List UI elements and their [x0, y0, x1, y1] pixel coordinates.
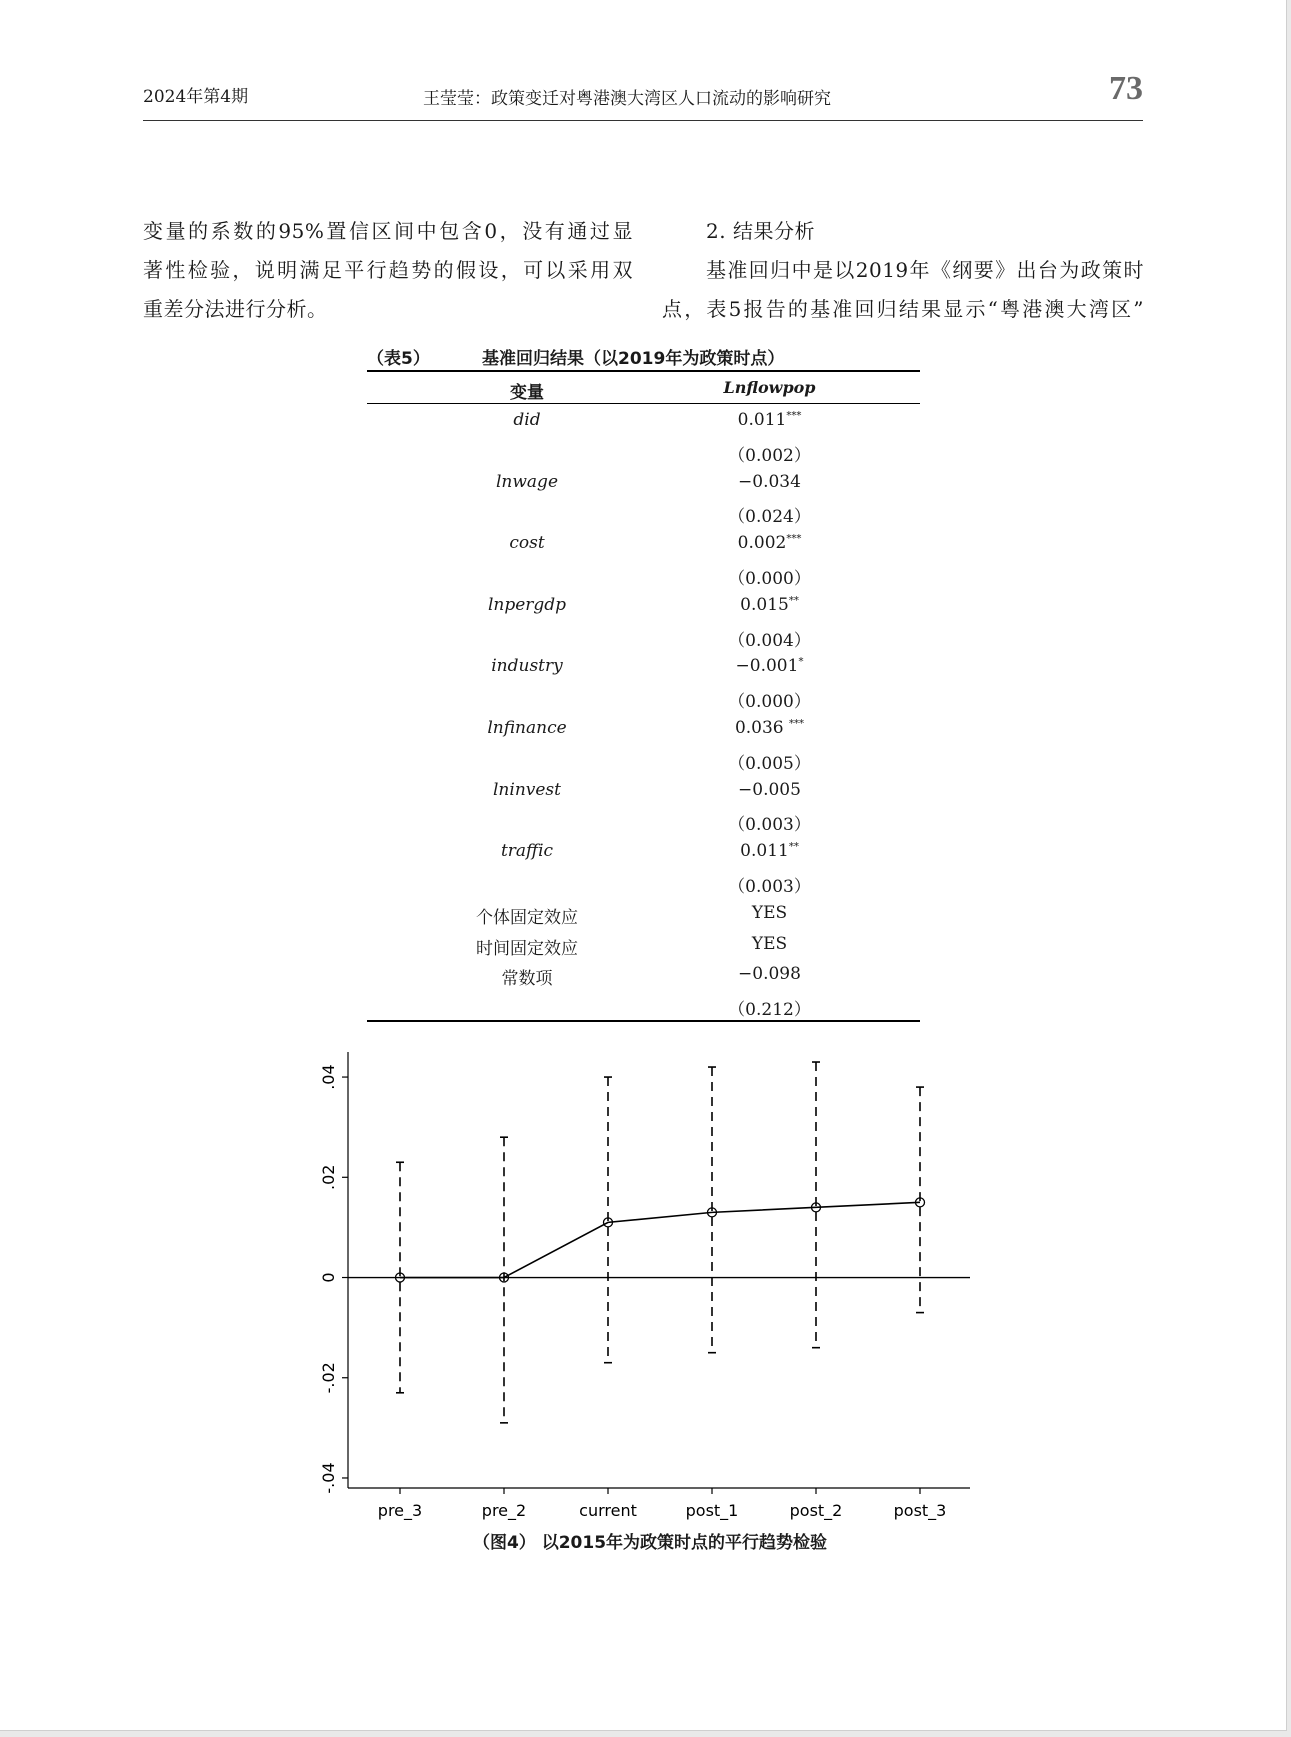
coefficient-value: （0.000） [728, 692, 811, 713]
coefficient-cell [687, 964, 852, 984]
variable-name-cell: 常数项 [501, 969, 553, 990]
page-number: 73 [1109, 70, 1143, 107]
table-row [367, 589, 920, 620]
body-line: 著性检验，说明满足平行趋势的假设，可以采用双 [143, 258, 633, 282]
figure-caption: （图4） 以2015年为政策时点的平行趋势检验 [472, 1533, 828, 1553]
variable-name-cell: lninvest [493, 779, 561, 800]
y-tick-label: 0 [319, 1272, 338, 1283]
variable-name-cell: lnwage [495, 471, 558, 492]
coefficient-cell [687, 656, 852, 676]
variable-name-cell: lnpergdp [487, 594, 567, 615]
coefficient-cell [687, 441, 852, 466]
table-row [367, 712, 920, 743]
coefficient-value: −0.005 [738, 779, 801, 800]
running-header [143, 70, 1143, 121]
table-title [367, 344, 927, 369]
table-row [367, 928, 920, 959]
coefficient-cell [687, 995, 852, 1020]
body-line: 变量的系数的95%置信区间中包含0，没有通过显 [143, 219, 633, 243]
significance-stars: *** [786, 410, 802, 422]
table-row [367, 804, 920, 835]
x-tick-label: post_2 [789, 1501, 843, 1520]
x-tick-label: post_1 [685, 1501, 739, 1520]
coefficient-value: 0.002 [737, 533, 787, 554]
variable-name-cell: 时间固定效应 [476, 938, 578, 959]
table-row [367, 743, 920, 774]
coefficient-cell [687, 810, 852, 835]
variable-name-cell: lnfinance [487, 717, 567, 738]
coefficient-cell [687, 533, 852, 553]
y-tick-label: -.04 [319, 1462, 338, 1494]
x-tick-label: pre_3 [377, 1501, 423, 1520]
estimate-line [400, 1202, 920, 1277]
variable-name-cell: 个体固定效应 [476, 907, 578, 928]
coefficient-value: YES [751, 933, 788, 954]
coefficient-value: 0.036 [734, 717, 790, 738]
coefficient-cell [687, 410, 852, 430]
coefficient-value: （0.212） [728, 1000, 811, 1021]
coefficient-value: （0.000） [728, 568, 811, 589]
table-row [367, 774, 920, 805]
significance-stars: * [798, 656, 804, 668]
coefficient-value: （0.003） [728, 876, 811, 897]
coefficient-cell [687, 595, 852, 615]
significance-stars: ** [788, 841, 799, 853]
coefficient-value: −0.034 [738, 471, 801, 492]
x-tick-label: post_3 [893, 1501, 947, 1520]
column-header-variable: 变量 [510, 383, 544, 403]
coefficient-cell [687, 687, 852, 712]
y-tick-label: .04 [319, 1064, 338, 1090]
x-tick-label: current [579, 1501, 637, 1520]
table-row [367, 527, 920, 558]
coefficient-value: （0.002） [728, 445, 811, 466]
coefficient-cell [687, 472, 852, 492]
coefficient-cell [687, 780, 852, 800]
section-heading: 2. 结果分析 [706, 219, 815, 243]
coefficient-value: 0.011 [740, 841, 789, 862]
y-tick-label: -.02 [319, 1362, 338, 1394]
table-row [367, 496, 920, 527]
coefficient-cell [687, 903, 852, 923]
left-column-text [143, 212, 633, 329]
table-row [367, 404, 920, 435]
body-line: 基准回归中是以2019年《纲要》出台为政策时 [706, 258, 1144, 282]
table-body [367, 404, 920, 1020]
coefficient-cell [687, 564, 852, 589]
variable-name-cell: industry [491, 656, 563, 677]
body-line: 重差分法进行分析。 [143, 297, 328, 321]
variable-name-cell: traffic [500, 841, 554, 862]
table-row [367, 435, 920, 466]
coefficient-value: 0.015 [740, 594, 789, 615]
coefficient-cell [687, 841, 852, 861]
y-tick-label: .02 [319, 1164, 338, 1191]
table-row [367, 620, 920, 651]
significance-stars: ** [788, 595, 799, 607]
right-column-text [662, 212, 1144, 329]
coefficient-cell [687, 749, 852, 774]
column-header-lnflowpop: Lnflowpop [723, 378, 816, 397]
running-title: 王莹莹：政策变迁对粤港澳大湾区人口流动的影响研究 [423, 89, 831, 109]
table-label: （表5） [367, 349, 430, 369]
coefficient-value: YES [751, 902, 788, 923]
variable-name-cell: did [513, 410, 541, 430]
table-row [367, 866, 920, 897]
table-row [367, 558, 920, 589]
x-tick-label: pre_2 [481, 1501, 527, 1520]
table-row [367, 835, 920, 866]
coefficient-cell [687, 718, 852, 738]
table-title-text: 基准回归结果（以2019年为政策时点） [482, 349, 785, 369]
issue-label: 2024年第4期 [143, 87, 249, 107]
body-line: 点，表5报告的基准回归结果显示“粤港澳大湾区” [662, 297, 1144, 321]
coefficient-value: −0.098 [738, 964, 801, 985]
coefficient-value: （0.005） [728, 753, 811, 774]
table-row [367, 897, 920, 928]
coefficient-cell [687, 872, 852, 897]
variable-name-cell: cost [509, 533, 545, 554]
coefficient-value: （0.003） [728, 815, 811, 836]
coefficient-value: −0.001 [735, 656, 799, 677]
table-header-row [367, 372, 920, 404]
table-row [367, 958, 920, 989]
parallel-trend-chart [300, 1040, 1000, 1520]
table-row [367, 681, 920, 712]
coefficient-value: （0.024） [728, 507, 811, 528]
coefficient-value: 0.011 [737, 410, 787, 430]
coefficient-cell [687, 934, 852, 954]
coefficient-cell [687, 502, 852, 527]
coefficient-value: （0.004） [728, 630, 811, 651]
significance-stars: *** [786, 533, 802, 545]
coefficient-cell [687, 626, 852, 651]
regression-table [367, 370, 920, 1022]
significance-stars: *** [789, 718, 805, 730]
table-row [367, 466, 920, 497]
table-row [367, 650, 920, 681]
table-row [367, 989, 920, 1020]
